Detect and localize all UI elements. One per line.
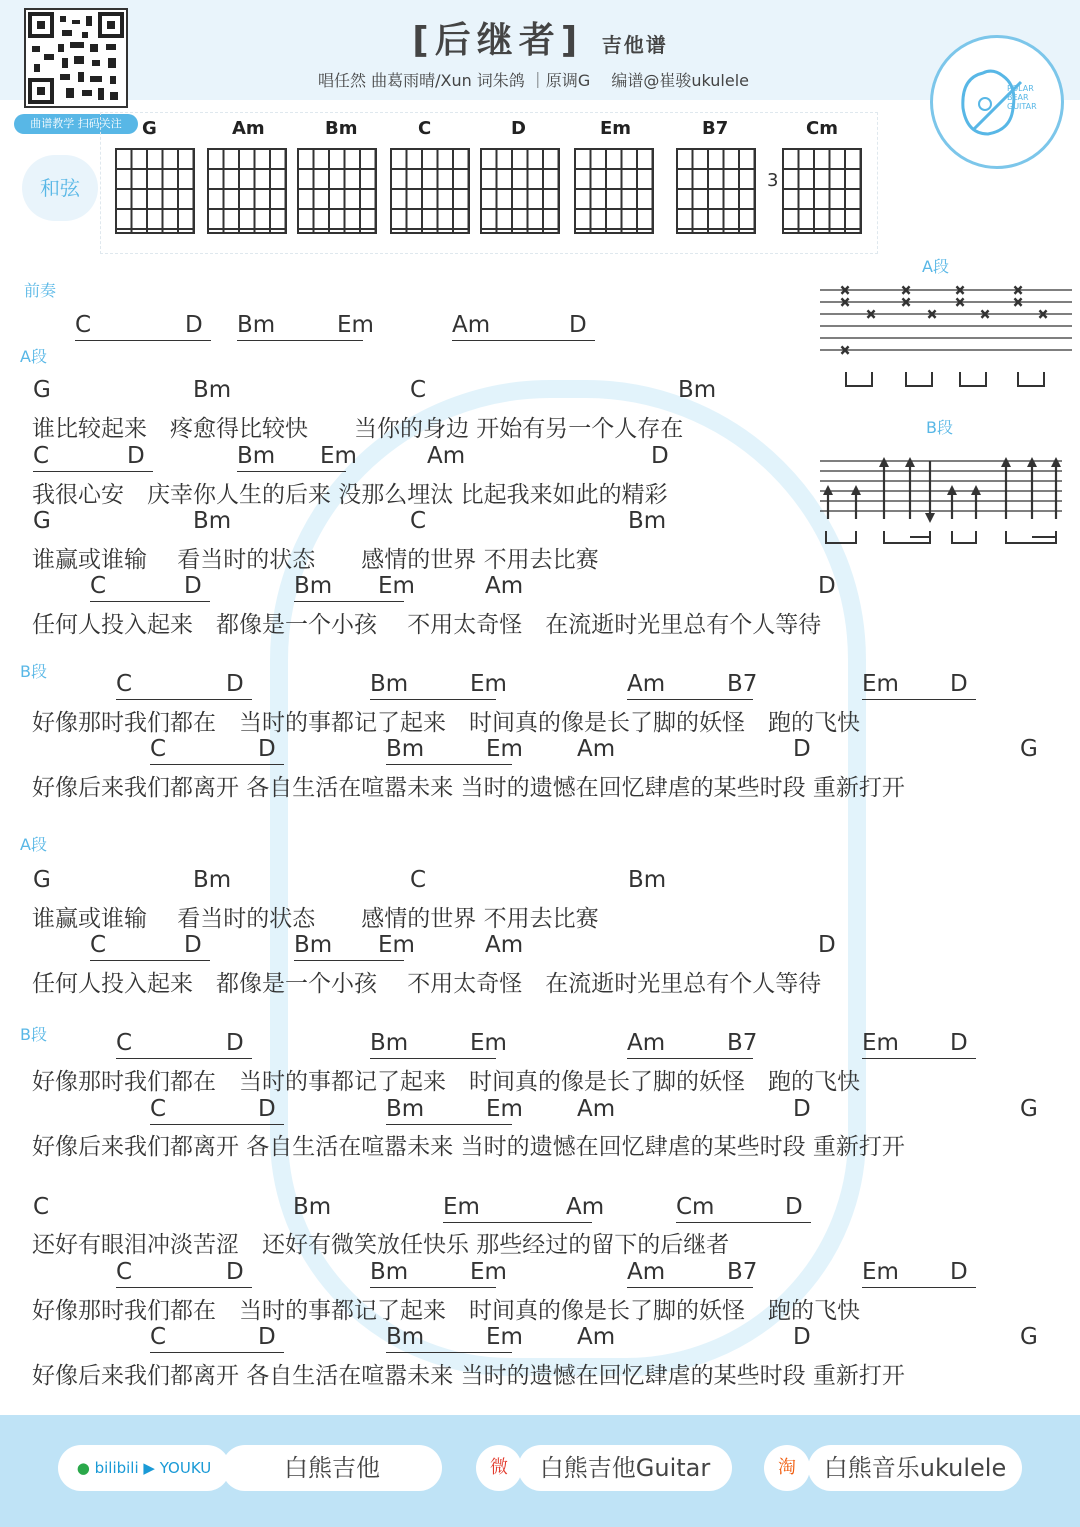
chord-grid-cm: [782, 148, 862, 234]
chord-underline: [150, 764, 284, 765]
chord-symbol: Bm: [294, 573, 333, 599]
lyric-line: 谁比较起来 疼愈得比较快 当你的身边 开始有另一个人存在: [32, 416, 684, 442]
section-tag: B段: [20, 1025, 47, 1044]
chord-underline: [862, 1287, 976, 1288]
chord-grid-em: [574, 148, 654, 234]
chord-name-d: D: [511, 118, 526, 139]
chord-symbol: Am: [627, 1259, 666, 1285]
lyric-line: 好像后来我们都离开 各自生活在喧嚣未来 当时的遗憾在回忆肆虐的某些时段 重新打开: [32, 1134, 905, 1160]
chord-symbol: C: [116, 1030, 133, 1056]
chord-symbol: Am: [485, 573, 524, 599]
chord-underline: [116, 1287, 252, 1288]
chord-symbol: D: [818, 573, 836, 599]
chord-symbol: Em: [862, 1259, 899, 1285]
title-text: [后继者]: [412, 20, 584, 61]
chord-symbol: Em: [470, 1259, 507, 1285]
chord-symbol: Bm: [237, 312, 276, 338]
chord-underline: [452, 340, 595, 341]
chord-symbol: Am: [566, 1194, 605, 1220]
chord-underline: [90, 960, 210, 961]
chord-symbol: G: [1020, 1096, 1038, 1122]
lyric-line: 好像后来我们都离开 各自生活在喧嚣未来 当时的遗憾在回忆肆虐的某些时段 重新打开: [32, 1363, 905, 1389]
chord-symbol: Bm: [386, 1324, 425, 1350]
chord-symbol: Am: [577, 736, 616, 762]
chord-symbol: Em: [486, 1096, 523, 1122]
chord-symbol: C: [150, 1324, 167, 1350]
chord-symbol: G: [33, 867, 51, 893]
svg-text:×: ×: [901, 283, 912, 297]
chord-symbol: D: [793, 1324, 811, 1350]
chord-symbol: B7: [727, 1030, 758, 1056]
chord-symbol: D: [793, 736, 811, 762]
chord-symbol: Bm: [237, 443, 276, 469]
weibo-icon[interactable]: 微: [476, 1445, 522, 1491]
chord-symbol: Bm: [193, 867, 232, 893]
lyric-line: 还好有眼泪冲淡苦涩 还好有微笑放任快乐 那些经过的留下的后继者: [32, 1232, 730, 1258]
platforms-pill[interactable]: [58, 1445, 230, 1491]
chord-symbol: C: [150, 1096, 167, 1122]
chord-name-c: C: [418, 118, 432, 139]
svg-text:×: ×: [901, 295, 912, 309]
svg-text:×: ×: [980, 307, 991, 321]
brand-pill-1[interactable]: 白熊吉他: [222, 1445, 442, 1491]
chord-symbol: Bm: [370, 1259, 409, 1285]
brand-pill-2[interactable]: 白熊吉他Guitar: [518, 1445, 732, 1491]
lyric-line: 好像那时我们都在 当时的事都记了起来 时间真的像是长了脚的妖怪 跑的飞快: [32, 1298, 860, 1324]
chord-symbol: C: [90, 932, 107, 958]
chord-symbol: Bm: [293, 1194, 332, 1220]
rhythm-a-pattern: [820, 280, 1072, 390]
lyric-line: 谁赢或谁输 看当时的状态 感情的世界 不用去比赛: [32, 547, 599, 573]
chord-symbol: C: [410, 867, 427, 893]
chord-underline: [237, 471, 346, 472]
chord-underline: [370, 1287, 496, 1288]
chord-grid-g: [115, 148, 195, 234]
chord-symbol: Em: [486, 1324, 523, 1350]
chord-symbol: D: [950, 671, 968, 697]
rhythm-a-label: A段: [922, 257, 949, 276]
chord-underline: [627, 699, 753, 700]
song-title: [0, 12, 1080, 63]
lyric-line: 好像后来我们都离开 各自生活在喧嚣未来 当时的遗憾在回忆肆虐的某些时段 重新打开: [32, 775, 905, 801]
chord-symbol: G: [1020, 1324, 1038, 1350]
svg-text:×: ×: [866, 307, 877, 321]
chord-symbol: Bm: [678, 377, 717, 403]
lyric-line: 任何人投入起来 都像是一个小孩 不用太奇怪 在流逝时光里总有个人等待: [32, 612, 822, 638]
cm-fret-number: 3: [767, 170, 779, 191]
footer-band: [0, 1415, 1080, 1527]
chord-symbol: Am: [627, 671, 666, 697]
chord-symbol: Em: [470, 671, 507, 697]
chord-symbol: C: [33, 443, 50, 469]
taobao-icon[interactable]: 淘: [764, 1445, 810, 1491]
chord-name-bm: Bm: [325, 118, 358, 139]
chord-symbol: Bm: [386, 1096, 425, 1122]
rhythm-b-tag: [926, 415, 953, 438]
brand-pill-3[interactable]: 白熊音乐ukulele: [808, 1445, 1022, 1491]
chord-symbol: Bm: [386, 736, 425, 762]
chord-symbol: D: [258, 1324, 276, 1350]
chord-symbol: D: [258, 736, 276, 762]
chord-name-b7: B7: [702, 118, 729, 139]
chord-symbol: C: [150, 736, 167, 762]
lyric-line: 好像那时我们都在 当时的事都记了起来 时间真的像是长了脚的妖怪 跑的飞快: [32, 710, 860, 736]
chord-symbol: Am: [577, 1324, 616, 1350]
chord-symbol: D: [127, 443, 145, 469]
chord-symbol: D: [226, 671, 244, 697]
chord-symbol: D: [184, 573, 202, 599]
svg-text:×: ×: [1038, 307, 1049, 321]
chord-underline: [294, 601, 404, 602]
chord-symbol: G: [1020, 736, 1038, 762]
chord-symbol: C: [90, 573, 107, 599]
chord-symbol: Bm: [370, 1030, 409, 1056]
chord-underline: [150, 1352, 284, 1353]
rhythm-b-pattern: [820, 455, 1072, 550]
svg-text:×: ×: [840, 283, 851, 297]
chord-underline: [75, 340, 211, 341]
chord-symbol: D: [569, 312, 587, 338]
chord-underline: [90, 601, 210, 602]
chord-underline: [370, 1058, 496, 1059]
chord-symbol: Bm: [628, 867, 667, 893]
chord-symbol: Am: [627, 1030, 666, 1056]
song-credits: 唱任然 曲葛雨晴/Xun 词朱鸽 ｜原调G 编谱@崔骏ukulele: [318, 71, 750, 90]
qr-caption: 曲谱教学 扫码关注: [14, 114, 138, 134]
chord-symbol: Cm: [676, 1194, 715, 1220]
chords-label: 和弦: [22, 155, 98, 221]
title-subtitle: 吉他谱: [601, 33, 668, 57]
svg-text:×: ×: [840, 343, 851, 357]
lyric-line: 我很心安 庆幸你人生的后来 没那么埋汰 比起我来如此的精彩: [32, 482, 668, 508]
chord-symbol: D: [651, 443, 669, 469]
chord-symbol: Em: [378, 932, 415, 958]
chord-symbol: Em: [486, 736, 523, 762]
section-tag: A段: [20, 835, 47, 854]
chord-symbol: C: [75, 312, 92, 338]
svg-text:×: ×: [955, 283, 966, 297]
lyric-line: 好像那时我们都在 当时的事都记了起来 时间真的像是长了脚的妖怪 跑的飞快: [32, 1069, 860, 1095]
chord-symbol: D: [818, 932, 836, 958]
svg-text:×: ×: [1013, 283, 1024, 297]
chord-symbol: D: [950, 1030, 968, 1056]
chord-underline: [676, 1222, 811, 1223]
chord-symbol: Em: [862, 1030, 899, 1056]
svg-text:×: ×: [927, 307, 938, 321]
chord-symbol: D: [785, 1194, 803, 1220]
chord-name-em: Em: [600, 118, 632, 139]
platforms-text: bilibili ▶ YOUKU: [94, 1459, 212, 1477]
chord-symbol: G: [33, 377, 51, 403]
chord-symbol: C: [410, 377, 427, 403]
chord-underline: [33, 471, 153, 472]
logo-text: POLAR BEAR GUITAR: [1007, 84, 1037, 111]
section-tag: 前奏: [24, 281, 57, 300]
chord-grid-am: [207, 148, 287, 234]
chord-underline: [237, 340, 363, 341]
chord-grid-d: [480, 148, 560, 234]
chord-symbol: Em: [337, 312, 374, 338]
chord-underline: [862, 1058, 976, 1059]
chord-symbol: Bm: [628, 508, 667, 534]
chord-name-g: G: [142, 118, 157, 139]
chord-symbol: D: [184, 932, 202, 958]
chord-symbol: Bm: [193, 508, 232, 534]
chord-grid-b7: [676, 148, 756, 234]
chord-symbol: G: [33, 508, 51, 534]
chord-symbol: D: [226, 1030, 244, 1056]
chord-symbol: D: [226, 1259, 244, 1285]
chord-symbol: C: [116, 671, 133, 697]
polar-bear-logo: [930, 35, 1064, 169]
chord-symbol: D: [793, 1096, 811, 1122]
lyric-line: 谁赢或谁输 看当时的状态 感情的世界 不用去比赛: [32, 906, 599, 932]
chord-underline: [116, 699, 252, 700]
chord-symbol: Bm: [370, 671, 409, 697]
chord-name-cm: Cm: [806, 118, 838, 139]
chord-symbol: Am: [427, 443, 466, 469]
chord-symbol: B7: [727, 671, 758, 697]
chord-symbol: Em: [320, 443, 357, 469]
chord-underline: [443, 1222, 592, 1223]
chord-underline: [386, 1124, 512, 1125]
chord-symbol: D: [258, 1096, 276, 1122]
section-tag: A段: [20, 347, 47, 366]
svg-text:×: ×: [840, 295, 851, 309]
chord-symbol: Em: [862, 671, 899, 697]
chord-symbol: Em: [470, 1030, 507, 1056]
chord-underline: [627, 1058, 753, 1059]
chord-symbol: D: [185, 312, 203, 338]
chord-symbol: Em: [443, 1194, 480, 1220]
section-tag: B段: [20, 662, 47, 681]
svg-text:×: ×: [1013, 295, 1024, 309]
rhythm-b-label: B段: [926, 418, 953, 437]
chord-grid-c: [390, 148, 470, 234]
chord-underline: [862, 699, 976, 700]
chord-grid-bm: [297, 148, 377, 234]
wechat-icon: ●: [76, 1459, 90, 1477]
chord-symbol: Am: [485, 932, 524, 958]
chord-symbol: C: [33, 1194, 50, 1220]
chord-symbol: Em: [378, 573, 415, 599]
chord-symbol: Bm: [193, 377, 232, 403]
chord-symbol: Bm: [294, 932, 333, 958]
chord-underline: [386, 1352, 512, 1353]
chord-symbol: C: [116, 1259, 133, 1285]
chord-symbol: C: [410, 508, 427, 534]
chord-symbol: B7: [727, 1259, 758, 1285]
lyric-line: 任何人投入起来 都像是一个小孩 不用太奇怪 在流逝时光里总有个人等待: [32, 971, 822, 997]
chord-symbol: Am: [577, 1096, 616, 1122]
chord-underline: [150, 1124, 284, 1125]
rhythm-a-tag: [922, 254, 949, 277]
chord-underline: [116, 1058, 252, 1059]
chord-symbol: Am: [452, 312, 491, 338]
chord-underline: [627, 1287, 753, 1288]
chord-underline: [386, 764, 512, 765]
chord-symbol: D: [950, 1259, 968, 1285]
svg-text:×: ×: [955, 295, 966, 309]
chord-underline: [294, 960, 404, 961]
chord-underline: [370, 699, 496, 700]
chord-name-am: Am: [232, 118, 265, 139]
